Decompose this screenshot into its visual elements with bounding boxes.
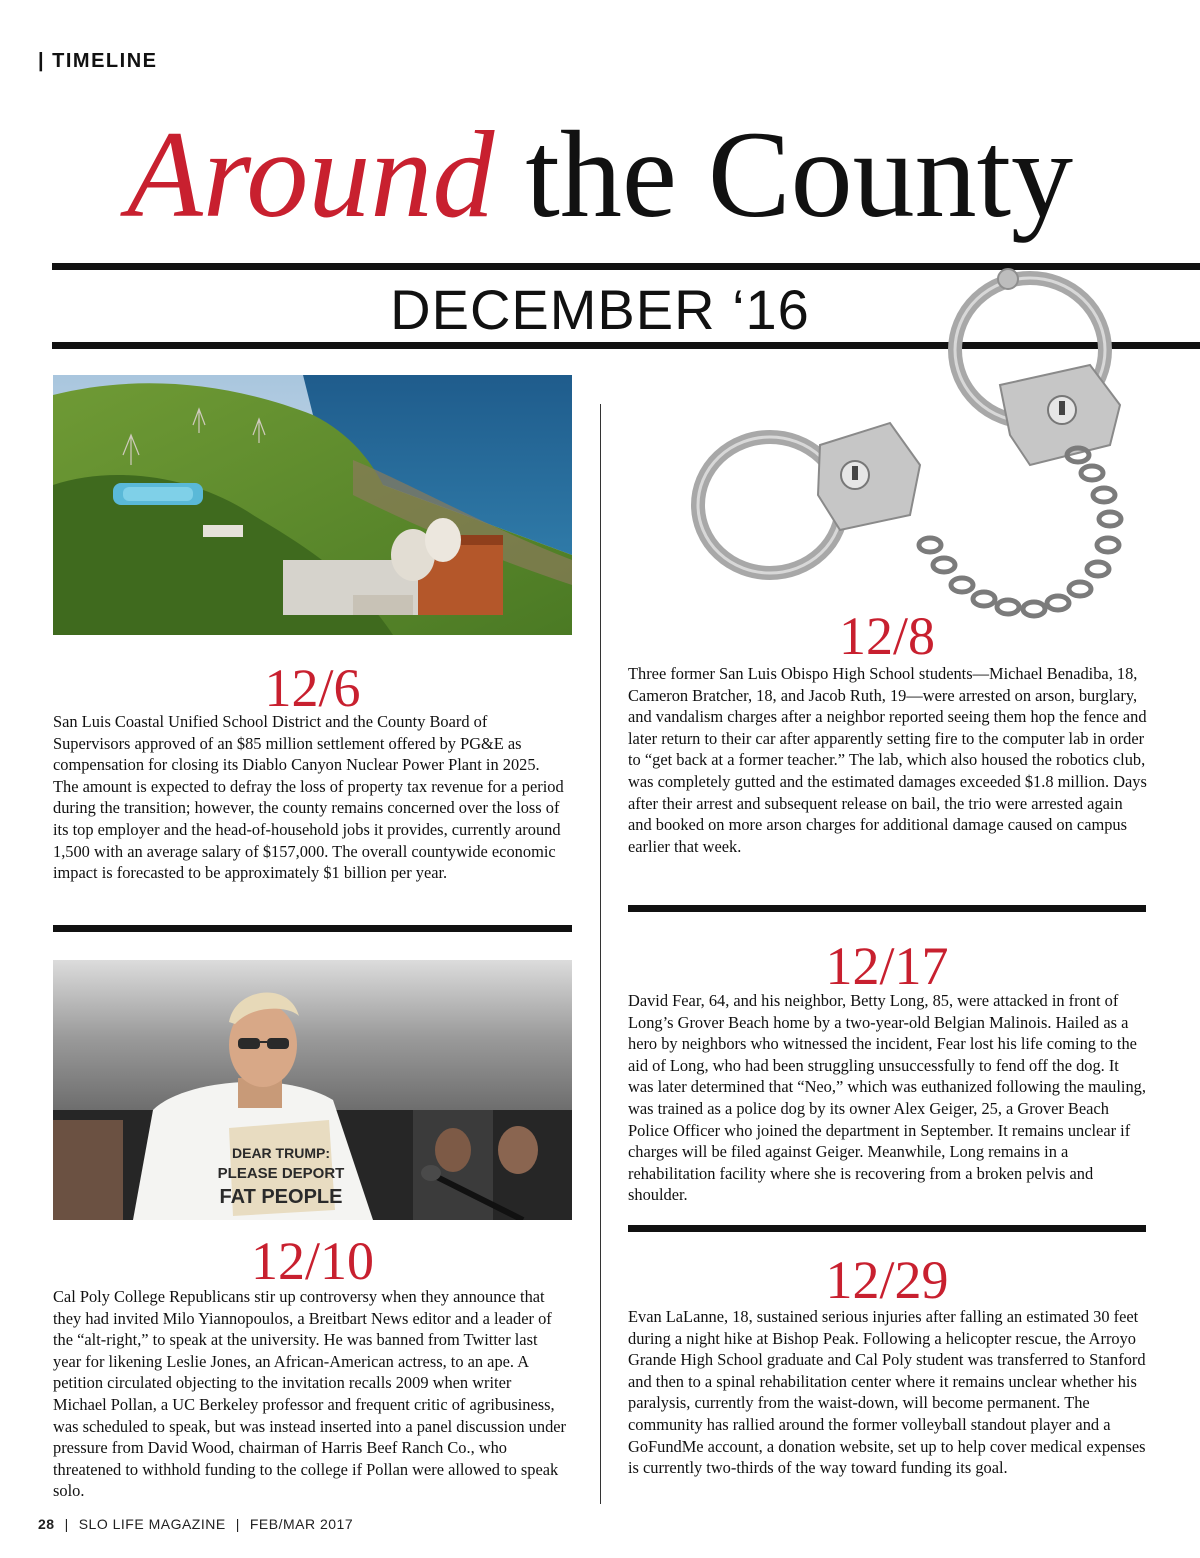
column-divider	[600, 404, 601, 1504]
page-footer	[38, 1516, 353, 1532]
month-heading: DECEMBER ‘16	[390, 278, 810, 341]
entry-rule-left	[53, 925, 572, 932]
issue-date: FEB/MAR 2017	[249, 1516, 354, 1532]
section-tag: | TIMELINE	[38, 50, 158, 72]
footer-separator: |	[235, 1516, 240, 1532]
entry-rule-right-1	[628, 905, 1146, 912]
entry-text-12-17: David Fear, 64, and his neighbor, Betty Long, 85, were attacked in front of Long’s Grover Beach home by a two-year-old Belgian Malinois. Hailed as a hero by neighbors who witnessed the incident, Fear lost his life coming to the aid of Long, who had been struggling unsuccessfully to fend off the dog. It was later determined that “Neo,” which was euthanized following the mauling, was trained as a police dog by its owner Alex Geiger, 25, a Grover Beach Police Officer who joined the department in September. It remains unclear if charges will be filed against Geiger. Meanwhile, Long remains in a rehabilitation facility where she is recovering from a broken pelvis and shoulder.	[628, 991, 1146, 1205]
title-rest: the County	[525, 106, 1074, 243]
speaker-photo	[53, 960, 572, 1220]
title-accent: Around	[126, 106, 495, 243]
entry-text-12-10: Cal Poly College Republicans stir up controversy when they announce that they had invited Milo Yiannopoulos, a Breitbart News editor and a leader of the “alt-right,” to speak at the university. He was banned from Twitter last year for likening Leslie Jones, an African-American actress, to an ape. A petition circulated objecting to the invitation recalls 2009 when writer Michael Pollan, a UC Berkeley professor and frequent critic of agribusiness, was scheduled to speak, but was instead inserted into a panel discussion under pressure from David Wood, chairman of Harris Beef Ranch Co., who threatened to withhold funding to the college if Pollan were allowed to speak solo.	[53, 1287, 566, 1501]
entry-text-12-6: San Luis Coastal Unified School District and the County Board of Supervisors approved of an $85 million settlement offered by PG&E as compensation for closing its Diablo Canyon Nuclear Power Plant in 2025. The amount is expected to defray the loss of property tax revenue for a period during the transition; however, the county remains concerned over the loss of its top employer and the head-of-household jobs it provides, currently around 1,500 with an average salary of $157,000. The overall countywide economic impact is forecasted to be approximately $1 billion per year.	[53, 712, 564, 883]
page-number: 28	[38, 1516, 55, 1532]
power-plant-photo	[53, 375, 572, 635]
entry-date-12-10: 12/10	[250, 1231, 374, 1291]
sign-line-3: FAT PEOPLE	[219, 1186, 343, 1208]
speaker-illustration	[53, 960, 572, 1220]
sign-line-1: DEAR TRUMP:	[232, 1145, 330, 1161]
page-title	[0, 100, 1200, 250]
entry-date-12-6: 12/6	[264, 658, 361, 718]
power-plant-illustration	[53, 375, 572, 635]
entry-text-12-8: Three former San Luis Obispo High School students—Michael Benadiba, 18, Cameron Bratcher, 18, and Jacob Ruth, 19—were arrested on arson, burglary, and vandalism charges after a neighbor reported seeing them hop the fence and later return to their car after apparently setting fire to the computer lab in order to “get back at a former teacher.” The lab, which also housed the robotics club, was completely gutted and the estimated damages exceeded $1.8 million. Days after their arrest and subsequent release on bail, the trio were arrested again and booked on more arson charges for additional damage caused on campus earlier that week.	[628, 664, 1147, 856]
sign-line-2: PLEASE DEPORT	[217, 1165, 345, 1182]
magazine-name: SLO LIFE MAGAZINE	[78, 1516, 226, 1532]
entry-date-12-17: 12/17	[825, 936, 949, 996]
footer-separator: |	[64, 1516, 69, 1532]
entry-text-12-29: Evan LaLanne, 18, sustained serious injuries after falling an estimated 30 feet during a night hike at Bishop Peak. Following a helicopter rescue, the Arroyo Grande High School graduate and Cal Poly student was transferred to Stanford and then to a spinal rehabilitation center where it remains unclear whether his paralysis, currently from the waist-down, will become permanent. The community has rallied around the former volleyball standout player and a GoFundMe account, a donation website, set up to help cover medical expenses is currently two-thirds of the way toward funding its goal.	[628, 1307, 1146, 1478]
entry-date-12-8: 12/8	[838, 606, 935, 666]
entry-date-12-29: 12/29	[825, 1250, 949, 1310]
entry-rule-right-2	[628, 1225, 1146, 1232]
